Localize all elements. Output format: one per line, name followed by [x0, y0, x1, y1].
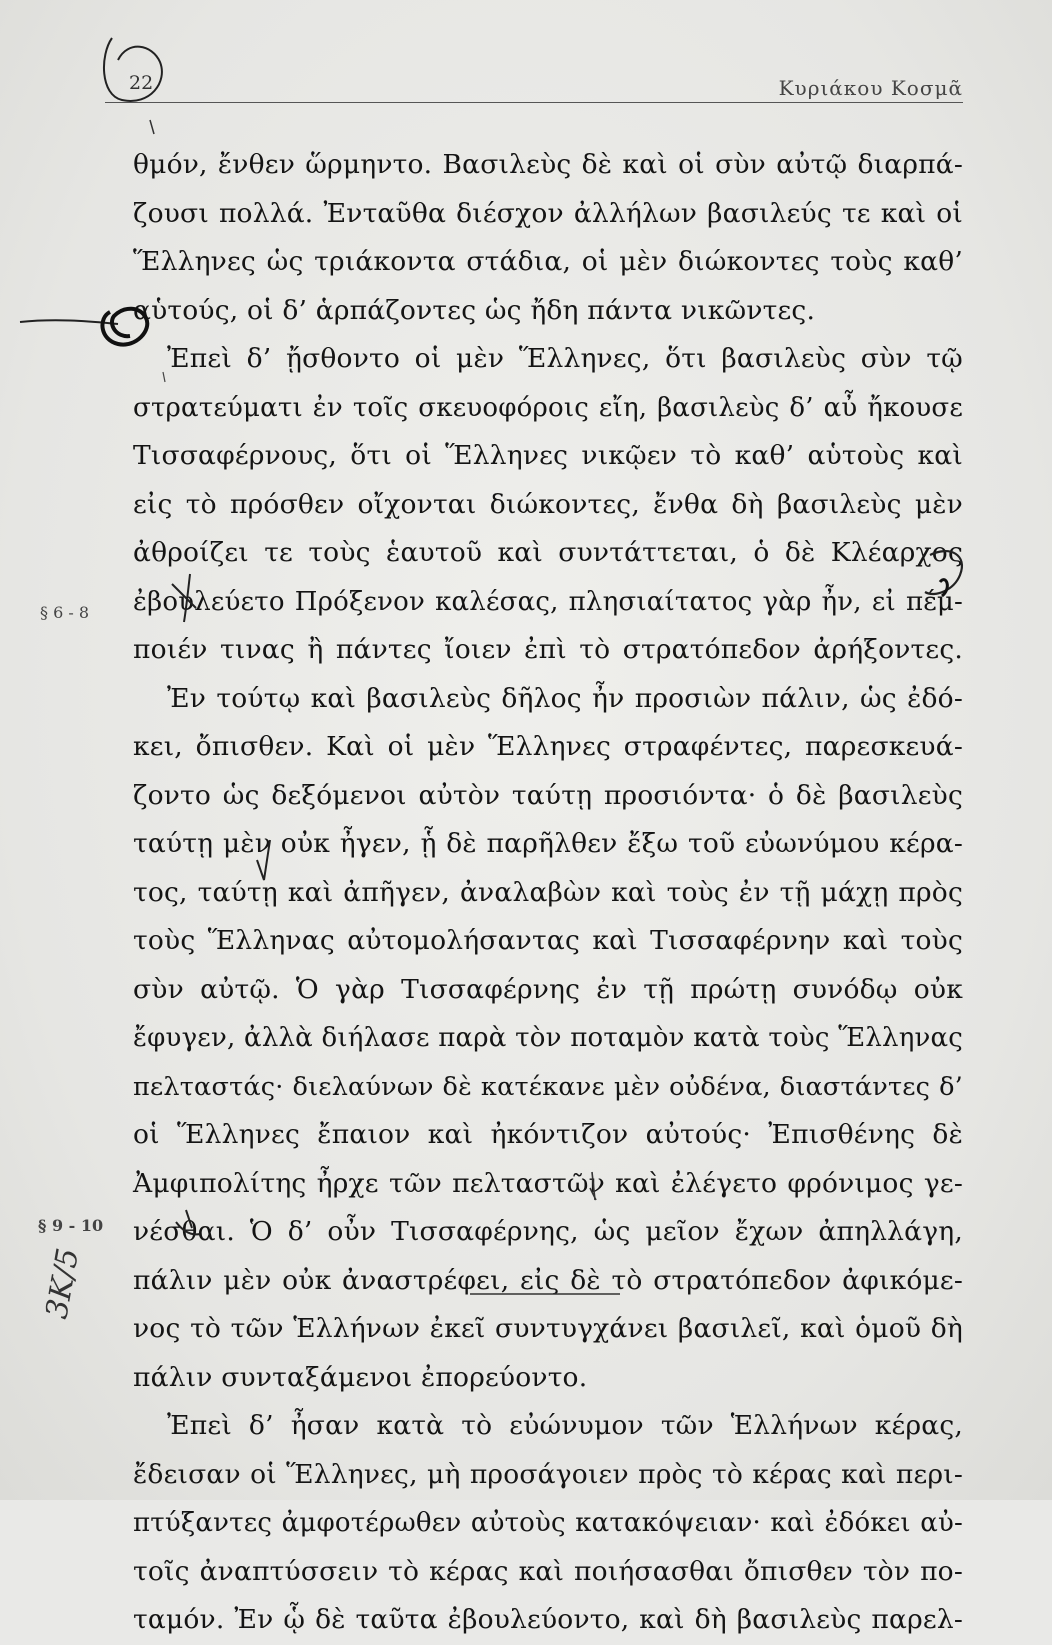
text-line: τοὺς Ἕλληνας αὐτομολήσαντας καὶ Τισσαφέρνην καὶ τοὺς — [133, 925, 963, 956]
scribble-mark — [102, 309, 147, 345]
text-line: νος τὸ τῶν Ἑλλήνων ἐκεῖ συντυγχάνει βασιλεῖ, καὶ ὁμοῦ δὴ — [133, 1313, 963, 1344]
margin-note-section-6-8: § 6 - 8 — [40, 603, 90, 622]
text-line: Ἐν τούτῳ καὶ βασιλεὺς δῆλος ἦν προσιὼν πάλιν, ὡς ἐδό- — [167, 682, 963, 714]
text-line: ἐβουλεύετο Πρόξενον καλέσας, πλησιαίτατος γὰρ ἦν, εἰ πέμ- — [133, 586, 963, 617]
text-line: εἰς τὸ πρόσθεν οἴχονται διώκοντες, ἔνθα δὴ βασιλεὺς μὲν — [133, 488, 963, 520]
text-line: τοῖς ἀναπτύσσειν τὸ κέρας καὶ ποιήσασθαι ὄπισθεν τὸν πο- — [133, 1555, 963, 1587]
text-line: στρατεύματι ἐν τοῖς σκευοφόροις εἴη, βασιλεὺς δ’ αὖ ἤκουσε — [133, 392, 963, 423]
text-line: οἱ Ἕλληνες ἔπαιον καὶ ἠκόντιζον αὐτούς· Ἐπισθένης δὲ — [133, 1119, 963, 1150]
text-line: αὑτούς, οἱ δ’ ἁρπάζοντες ὡς ἤδη πάντα νικῶντες. — [133, 294, 816, 326]
handwritten-margin-note — [39, 1246, 86, 1322]
check-mark — [176, 1210, 200, 1234]
text-line: Τισσαφέρνους, ὅτι οἱ Ἕλληνες νικῷεν τὸ καθ’ αὑτοὺς καὶ — [133, 440, 963, 471]
text-line: ζοντο ὡς δεξόμενοι αὐτὸν ταύτῃ προσιόντα· ὁ δὲ βασιλεὺς — [133, 779, 963, 811]
page-number-circle-mark — [104, 38, 162, 101]
text-line: Ἕλληνες ὡς τριάκοντα στάδια, οἱ μὲν διώκοντες τοὺς καθ’ — [133, 246, 963, 277]
text-line: πάλιν συνταξάμενοι ἐπορεύοντο. — [133, 1361, 588, 1393]
text-line: ἀθροίζει τε τοὺς ἑαυτοῦ καὶ συντάττεται, ὁ δὲ Κλέαρχος — [133, 537, 963, 568]
text-line: Ἀμφιπολίτης ἦρχε τῶν πελταστῶν καὶ ἐλέγετο φρόνιμος γε- — [133, 1167, 963, 1199]
text-line: ταμόν. Ἐν ᾧ δὲ ταῦτα ἐβουλεύοντο, καὶ δὴ βασιλεὺς παρελ- — [133, 1604, 963, 1635]
running-head: Κυριάκου Κοσμᾶ — [778, 76, 963, 100]
text-line: σὺν αὐτῷ. Ὁ γὰρ Τισσαφέρνης ἐν τῇ πρώτῃ συνόδῳ οὐκ — [133, 973, 963, 1005]
text-line: νέσθαι. Ὁ δ’ οὖν Τισσαφέρνης, ὡς μεῖον ἔχων ἀπηλλάγη, — [133, 1216, 963, 1247]
text-line: ζουσι πολλά. Ἐνταῦθα διέσχον ἀλλήλων βασιλεύς τε καὶ οἱ — [133, 197, 963, 229]
tick-mark — [163, 372, 165, 382]
text-line: ἔδεισαν οἱ Ἕλληνες, μὴ προσάγοιεν πρὸς τὸ κέρας καὶ περι- — [133, 1458, 963, 1490]
text-line: πελταστάς· διελαύνων δὲ κατέκανε μὲν οὐδένα, διαστάντες δ’ — [133, 1071, 963, 1102]
text-line: Ἐπεὶ δ’ ἦσαν κατὰ τὸ εὐώνυμον τῶν Ἑλλήνων κέρας, — [167, 1410, 963, 1441]
bracket-mark — [925, 551, 962, 594]
text-line: πτύξαντες ἀμφοτέρωθεν αὐτοὺς κατακόψειαν· καὶ ἐδόκει αὐ- — [133, 1508, 963, 1538]
text-line: ταύτῃ μὲν οὐκ ἦγεν, ᾗ δὲ παρῆλθεν ἔξω τοῦ εὐωνύμου κέρα- — [133, 828, 963, 859]
page-number: 22 — [129, 72, 154, 94]
text-line: κει, ὄπισθεν. Καὶ οἱ μὲν Ἕλληνες στραφέντες, παρεσκευά- — [133, 731, 963, 762]
text-line: ἔφυγεν, ἀλλὰ διήλασε παρὰ τὸν ποταμὸν κατὰ τοὺς Ἕλληνας — [133, 1023, 963, 1053]
margin-note-section-9-10: § 9 - 10 — [38, 1216, 104, 1235]
tick-mark — [150, 120, 154, 134]
text-line: Ἐπεὶ δ’ ᾔσθοντο οἱ μὲν Ἕλληνες, ὅτι βασιλεὺς σὺν τῷ — [167, 343, 963, 374]
handwritten-text: 3K/5 — [39, 1245, 87, 1322]
text-line: ποιέν τινας ἢ πάντες ἴοιεν ἐπὶ τὸ στρατόπεδον ἀρήξοντες. — [133, 634, 963, 665]
text-line: θμόν, ἔνθεν ὥρμηντο. Βασιλεὺς δὲ καὶ οἱ σὺν αὐτῷ διαρπά- — [133, 149, 963, 180]
check-mark — [257, 840, 270, 880]
text-line: τος, ταύτῃ καὶ ἀπῆγεν, ἀναλαβὼν καὶ τοὺς ἐν τῇ μάχῃ πρὸς — [133, 876, 963, 908]
check-mark — [590, 1172, 596, 1200]
check-mark — [172, 574, 196, 622]
text-line: πάλιν μὲν οὐκ ἀναστρέφει, εἰς δὲ τὸ στρατόπεδον ἀφικόμε- — [133, 1264, 963, 1296]
